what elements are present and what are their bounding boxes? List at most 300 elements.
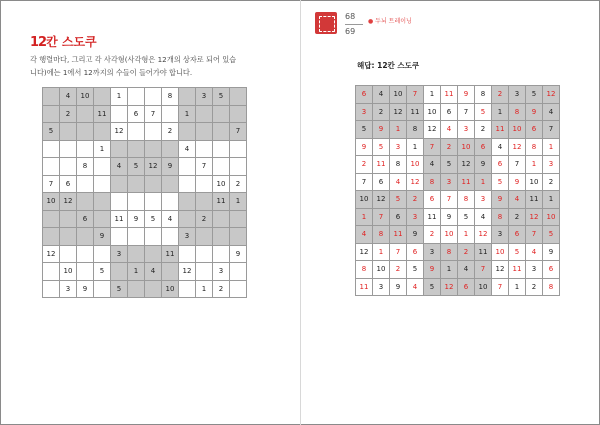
puzzle-cell: 11 [94, 105, 111, 123]
answer-row [356, 208, 560, 226]
answer-cell: 4 [424, 156, 441, 174]
answer-cell: 3 [356, 103, 373, 121]
puzzle-cell [230, 280, 247, 298]
answer-cell: 2 [424, 226, 441, 244]
answer-cell: 2 [356, 156, 373, 174]
puzzle-cell [213, 228, 230, 246]
puzzle-cell: 3 [196, 88, 213, 106]
puzzle-cell: 7 [230, 123, 247, 141]
answer-cell: 12 [390, 103, 407, 121]
puzzle-cell [196, 175, 213, 193]
puzzle-cell [162, 105, 179, 123]
answer-cell: 3 [475, 191, 492, 209]
puzzle-cell: 3 [213, 263, 230, 281]
puzzle-cell [145, 140, 162, 158]
puzzle-cell [43, 140, 60, 158]
puzzle-cell [162, 175, 179, 193]
answer-title: 해답: 12칸 스도쿠 [357, 61, 420, 70]
answer-cell: 3 [390, 138, 407, 156]
puzzle-cell: 10 [60, 263, 77, 281]
answer-cell: 7 [458, 103, 475, 121]
puzzle-cell [179, 123, 196, 141]
puzzle-cell [111, 228, 128, 246]
puzzle-cell: 3 [60, 280, 77, 298]
puzzle-cell: 4 [111, 158, 128, 176]
answer-cell: 6 [424, 191, 441, 209]
answer-cell: 1 [543, 191, 560, 209]
answer-cell: 10 [407, 156, 424, 174]
puzzle-cell [128, 140, 145, 158]
puzzle-cell: 12 [179, 263, 196, 281]
answer-row [356, 261, 560, 279]
answer-cell: 1 [424, 86, 441, 104]
puzzle-cell: 9 [128, 210, 145, 228]
puzzle-cell: 5 [213, 88, 230, 106]
puzzle-cell: 4 [179, 140, 196, 158]
puzzle-cell [43, 88, 60, 106]
answer-cell: 12 [475, 226, 492, 244]
answer-cell: 10 [526, 173, 543, 191]
puzzle-cell: 12 [111, 123, 128, 141]
puzzle-cell [230, 210, 247, 228]
puzzle-cell [213, 245, 230, 263]
answer-row [356, 243, 560, 261]
answer-cell: 8 [356, 261, 373, 279]
answer-cell: 6 [543, 261, 560, 279]
puzzle-cell [111, 140, 128, 158]
answer-cell: 7 [407, 86, 424, 104]
answer-cell: 1 [509, 278, 526, 296]
puzzle-cell: 9 [94, 228, 111, 246]
answer-cell: 6 [441, 103, 458, 121]
answer-row [356, 121, 560, 139]
puzzle-cell: 10 [213, 175, 230, 193]
answer-cell: 4 [475, 208, 492, 226]
puzzle-cell [162, 140, 179, 158]
answer-cell: 4 [526, 243, 543, 261]
answer-cell: 12 [458, 156, 475, 174]
puzzle-cell [145, 245, 162, 263]
puzzle-cell: 11 [213, 193, 230, 211]
puzzle-cell: 8 [162, 88, 179, 106]
puzzle-cell: 5 [128, 158, 145, 176]
answer-cell: 2 [509, 208, 526, 226]
answer-cell: 3 [373, 278, 390, 296]
puzzle-row [43, 88, 247, 106]
answer-cell: 6 [526, 121, 543, 139]
answer-cell: 11 [373, 156, 390, 174]
puzzle-cell [213, 210, 230, 228]
answer-cell: 3 [441, 173, 458, 191]
puzzle-cell [94, 245, 111, 263]
puzzle-cell [213, 123, 230, 141]
puzzle-cell [77, 123, 94, 141]
answer-row [356, 278, 560, 296]
answer-cell: 5 [475, 103, 492, 121]
answer-cell: 1 [373, 243, 390, 261]
answer-cell: 10 [424, 103, 441, 121]
answer-cell: 10 [543, 208, 560, 226]
puzzle-cell: 1 [230, 193, 247, 211]
answer-cell: 12 [441, 278, 458, 296]
page-number-top: 68 [345, 12, 356, 21]
answer-cell: 12 [492, 261, 509, 279]
puzzle-cell [111, 193, 128, 211]
puzzle-row [43, 210, 247, 228]
puzzle-cell: 3 [179, 228, 196, 246]
puzzle-cell: 12 [43, 245, 60, 263]
puzzle-cell: 2 [230, 175, 247, 193]
puzzle-cell [60, 123, 77, 141]
answer-cell: 8 [373, 226, 390, 244]
answer-cell: 2 [526, 278, 543, 296]
puzzle-cell [43, 158, 60, 176]
puzzle-cell: 7 [43, 175, 60, 193]
puzzle-cell [162, 263, 179, 281]
answer-cell: 4 [458, 261, 475, 279]
answer-cell: 2 [441, 138, 458, 156]
answer-cell: 12 [543, 86, 560, 104]
instructions-line-1: 각 행렬마다, 그리고 각 사각형(사각형은 12개의 상자로 되어 있습 [30, 55, 237, 64]
answer-cell: 2 [390, 261, 407, 279]
answer-cell: 8 [475, 86, 492, 104]
answer-cell: 1 [543, 138, 560, 156]
answer-cell: 2 [492, 86, 509, 104]
puzzle-cell [94, 158, 111, 176]
answer-cell: 10 [509, 121, 526, 139]
puzzle-cell [43, 280, 60, 298]
answer-cell: 10 [475, 278, 492, 296]
puzzle-cell [128, 245, 145, 263]
answer-cell: 7 [492, 278, 509, 296]
answer-cell: 11 [509, 261, 526, 279]
puzzle-row [43, 245, 247, 263]
puzzle-cell [179, 175, 196, 193]
answer-cell: 7 [373, 208, 390, 226]
puzzle-cell [43, 105, 60, 123]
answer-cell: 5 [373, 138, 390, 156]
answer-cell: 8 [458, 191, 475, 209]
puzzle-cell [162, 228, 179, 246]
puzzle-cell [196, 228, 213, 246]
answer-cell: 12 [356, 243, 373, 261]
puzzle-cell: 9 [162, 158, 179, 176]
answer-cell: 12 [373, 191, 390, 209]
puzzle-cell [77, 140, 94, 158]
puzzle-cell [77, 105, 94, 123]
puzzle-cell: 6 [77, 210, 94, 228]
answer-cell: 1 [390, 121, 407, 139]
answer-cell: 5 [356, 121, 373, 139]
answer-row [356, 86, 560, 104]
answer-cell: 4 [492, 138, 509, 156]
answer-cell: 9 [390, 278, 407, 296]
answer-cell: 5 [407, 261, 424, 279]
answer-cell: 8 [407, 121, 424, 139]
puzzle-cell [230, 228, 247, 246]
puzzle-cell [77, 193, 94, 211]
answer-cell: 2 [475, 121, 492, 139]
puzzle-cell: 4 [60, 88, 77, 106]
answer-cell: 1 [526, 156, 543, 174]
answer-cell: 9 [356, 138, 373, 156]
puzzle-cell [145, 228, 162, 246]
puzzle-row [43, 140, 247, 158]
answer-cell: 7 [424, 138, 441, 156]
answer-cell: 9 [543, 243, 560, 261]
puzzle-cell: 2 [213, 280, 230, 298]
puzzle-cell [230, 105, 247, 123]
page-title-number: 12 [30, 35, 47, 50]
puzzle-cell [179, 193, 196, 211]
answer-cell: 8 [424, 173, 441, 191]
answer-cell: 6 [407, 243, 424, 261]
answer-cell: 11 [407, 103, 424, 121]
answer-cell: 10 [390, 86, 407, 104]
puzzle-cell [196, 193, 213, 211]
answer-cell: 6 [356, 86, 373, 104]
answer-cell: 11 [424, 208, 441, 226]
answer-cell: 3 [509, 86, 526, 104]
puzzle-cell: 9 [230, 245, 247, 263]
answer-cell: 7 [441, 191, 458, 209]
puzzle-cell [43, 228, 60, 246]
answer-cell: 11 [458, 173, 475, 191]
puzzle-row [43, 228, 247, 246]
answer-cell: 11 [526, 191, 543, 209]
puzzle-cell [128, 175, 145, 193]
answer-cell: 7 [526, 226, 543, 244]
answer-cell: 4 [407, 278, 424, 296]
answer-cell: 11 [356, 278, 373, 296]
answer-cell: 1 [458, 226, 475, 244]
answer-cell: 2 [373, 103, 390, 121]
puzzle-cell [196, 123, 213, 141]
answer-cell: 4 [373, 86, 390, 104]
puzzle-cell: 11 [111, 210, 128, 228]
puzzle-cell [213, 140, 230, 158]
puzzle-cell: 9 [77, 280, 94, 298]
puzzle-cell: 12 [60, 193, 77, 211]
sudoku-puzzle-grid [42, 87, 247, 298]
answer-cell: 1 [441, 261, 458, 279]
puzzle-cell [77, 228, 94, 246]
answer-cell: 5 [526, 86, 543, 104]
puzzle-row [43, 263, 247, 281]
answer-cell: 5 [458, 208, 475, 226]
answer-cell: 5 [509, 243, 526, 261]
answer-cell: 6 [475, 138, 492, 156]
puzzle-cell [128, 123, 145, 141]
page-number-bottom: 69 [345, 27, 356, 36]
puzzle-cell: 3 [111, 245, 128, 263]
answer-cell: 1 [492, 103, 509, 121]
puzzle-cell: 1 [196, 280, 213, 298]
answer-cell: 8 [526, 138, 543, 156]
answer-cell: 1 [356, 208, 373, 226]
puzzle-row [43, 105, 247, 123]
puzzle-cell: 1 [94, 140, 111, 158]
sudoku-answer-grid [355, 85, 560, 296]
puzzle-cell [128, 280, 145, 298]
page-gutter [300, 0, 301, 425]
answer-cell: 6 [373, 173, 390, 191]
puzzle-cell [60, 210, 77, 228]
section-label: ● 두뇌 트레이닝 [368, 18, 412, 25]
answer-cell: 11 [475, 243, 492, 261]
answer-cell: 6 [458, 278, 475, 296]
answer-cell: 10 [492, 243, 509, 261]
answer-cell: 8 [543, 278, 560, 296]
answer-cell: 5 [424, 278, 441, 296]
answer-cell: 5 [492, 173, 509, 191]
puzzle-cell: 4 [145, 263, 162, 281]
puzzle-cell [145, 175, 162, 193]
puzzle-cell [196, 140, 213, 158]
page-title-text: 칸 스도쿠 [46, 35, 97, 49]
puzzle-cell [128, 88, 145, 106]
answer-cell: 9 [509, 173, 526, 191]
answer-cell: 7 [390, 243, 407, 261]
instructions-line-2: 니다)에는 1에서 12까지의 수들이 들어가야 합니다. [30, 68, 193, 77]
puzzle-cell: 2 [60, 105, 77, 123]
puzzle-cell [111, 263, 128, 281]
puzzle-cell [94, 210, 111, 228]
puzzle-cell [179, 88, 196, 106]
puzzle-cell [94, 193, 111, 211]
answer-cell: 12 [407, 173, 424, 191]
puzzle-cell [145, 123, 162, 141]
answer-cell: 9 [458, 86, 475, 104]
answer-cell: 5 [390, 191, 407, 209]
answer-cell: 10 [441, 226, 458, 244]
stamp-logo-icon [315, 12, 337, 34]
answer-cell: 6 [492, 156, 509, 174]
answer-cell: 4 [543, 103, 560, 121]
puzzle-cell: 11 [162, 245, 179, 263]
puzzle-cell: 1 [128, 263, 145, 281]
puzzle-row [43, 280, 247, 298]
puzzle-row [43, 123, 247, 141]
puzzle-cell [179, 158, 196, 176]
puzzle-cell: 7 [145, 105, 162, 123]
answer-cell: 5 [543, 226, 560, 244]
answer-cell: 9 [441, 208, 458, 226]
puzzle-cell [213, 158, 230, 176]
puzzle-cell: 5 [43, 123, 60, 141]
puzzle-cell: 4 [162, 210, 179, 228]
puzzle-cell: 1 [179, 105, 196, 123]
puzzle-cell [162, 193, 179, 211]
answer-cell: 7 [356, 173, 373, 191]
answer-cell: 12 [526, 208, 543, 226]
answer-cell: 9 [373, 121, 390, 139]
puzzle-cell [77, 263, 94, 281]
puzzle-cell: 8 [77, 158, 94, 176]
puzzle-cell [94, 88, 111, 106]
puzzle-cell: 2 [196, 210, 213, 228]
puzzle-row [43, 158, 247, 176]
answer-cell: 2 [407, 191, 424, 209]
puzzle-cell: 2 [162, 123, 179, 141]
answer-cell: 11 [390, 226, 407, 244]
puzzle-cell [128, 193, 145, 211]
answer-cell: 4 [390, 173, 407, 191]
puzzle-cell: 12 [145, 158, 162, 176]
answer-cell: 4 [356, 226, 373, 244]
answer-cell: 6 [390, 208, 407, 226]
answer-row [356, 191, 560, 209]
answer-cell: 2 [458, 243, 475, 261]
answer-row [356, 103, 560, 121]
puzzle-cell [60, 228, 77, 246]
puzzle-cell [77, 175, 94, 193]
answer-cell: 2 [543, 173, 560, 191]
puzzle-cell [230, 263, 247, 281]
puzzle-cell [196, 263, 213, 281]
puzzle-cell [196, 105, 213, 123]
answer-cell: 1 [475, 173, 492, 191]
answer-cell: 8 [390, 156, 407, 174]
answer-cell: 10 [458, 138, 475, 156]
puzzle-cell [94, 123, 111, 141]
answer-cell: 9 [492, 191, 509, 209]
answer-cell: 6 [509, 226, 526, 244]
puzzle-cell [196, 245, 213, 263]
puzzle-cell [60, 140, 77, 158]
puzzle-cell: 5 [94, 263, 111, 281]
puzzle-cell [94, 175, 111, 193]
answer-cell: 9 [475, 156, 492, 174]
puzzle-cell [230, 140, 247, 158]
puzzle-cell [145, 88, 162, 106]
puzzle-cell [60, 245, 77, 263]
answer-cell: 7 [509, 156, 526, 174]
puzzle-cell: 6 [60, 175, 77, 193]
puzzle-cell [179, 210, 196, 228]
answer-row [356, 226, 560, 244]
puzzle-cell: 5 [145, 210, 162, 228]
answer-cell: 1 [407, 138, 424, 156]
answer-cell: 10 [373, 261, 390, 279]
answer-cell: 11 [492, 121, 509, 139]
answer-cell: 9 [526, 103, 543, 121]
puzzle-cell: 1 [111, 88, 128, 106]
puzzle-cell [230, 88, 247, 106]
answer-cell: 9 [424, 261, 441, 279]
answer-cell: 9 [407, 226, 424, 244]
puzzle-cell: 10 [43, 193, 60, 211]
puzzle-row [43, 193, 247, 211]
puzzle-cell [94, 280, 111, 298]
answer-row [356, 156, 560, 174]
puzzle-cell [213, 105, 230, 123]
answer-row [356, 173, 560, 191]
answer-cell: 5 [441, 156, 458, 174]
answer-cell: 11 [441, 86, 458, 104]
answer-cell: 8 [509, 103, 526, 121]
answer-cell: 12 [424, 121, 441, 139]
answer-cell: 7 [543, 121, 560, 139]
puzzle-cell [111, 105, 128, 123]
puzzle-cell [43, 210, 60, 228]
page-title [30, 33, 97, 50]
puzzle-cell [43, 263, 60, 281]
answer-cell: 3 [492, 226, 509, 244]
answer-row [356, 138, 560, 156]
puzzle-cell [111, 175, 128, 193]
answer-cell: 7 [475, 261, 492, 279]
